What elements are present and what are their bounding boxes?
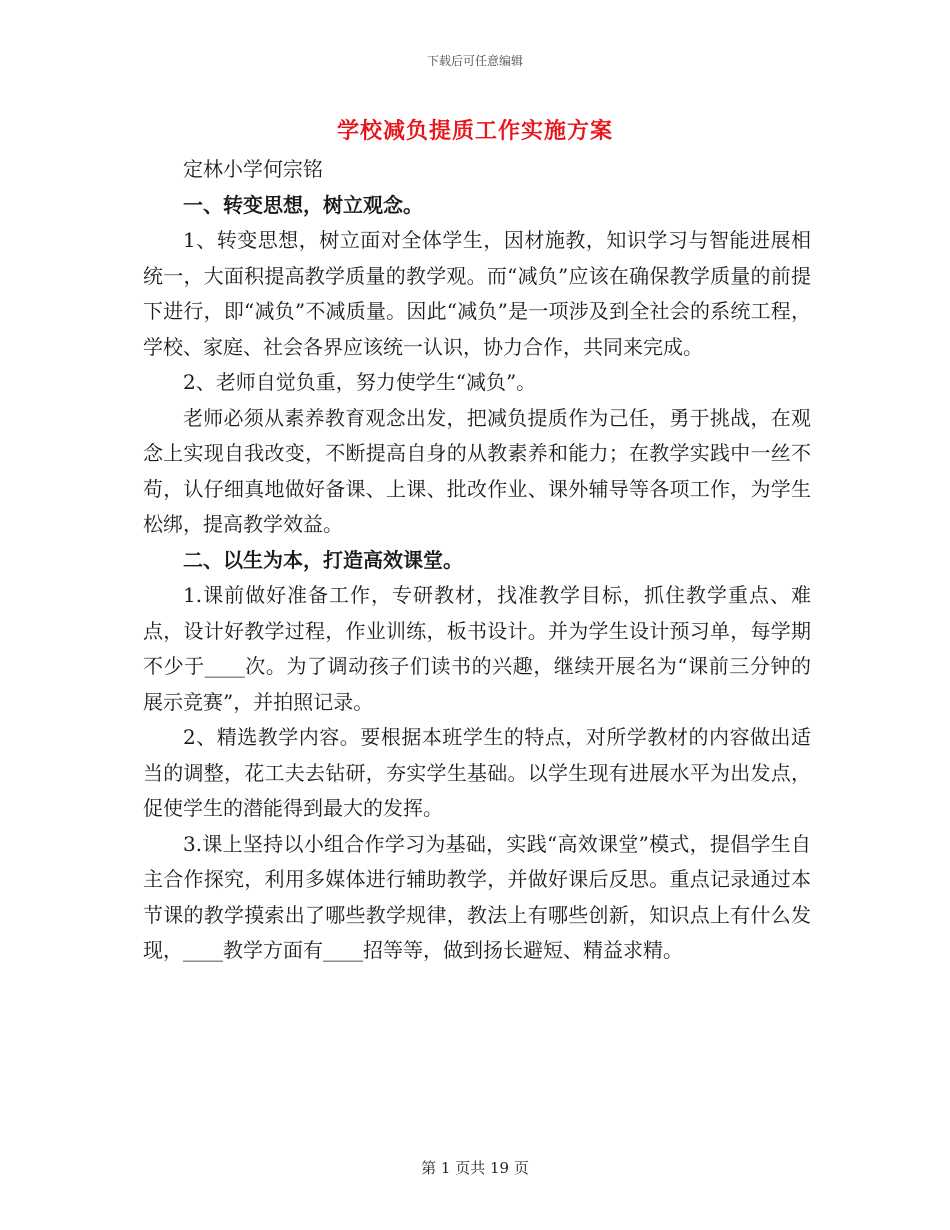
document-title: 学校减负提质工作实施方案 (336, 118, 613, 144)
author-line: 定林小学何宗铭 (183, 157, 323, 181)
section1-heading: 一、转变思想，树立观念。 (183, 192, 423, 217)
section2-paragraph-2: 2、精选教学内容。要根据本班学生的特点，对所学教材的内容做出适当的调整，花工夫去钻研，夯实学生基础。以学生现有进展水平为出发点，促使学生的潜能得到最大的发挥。 (143, 725, 811, 820)
header-note: 下载后可任意编辑 (426, 54, 523, 68)
section1-paragraph-3: 老师必须从素养教育观念出发，把减负提质作为己任，勇于挑战，在观念上实现自我改变，不断提高自身的从教素养和能力；在教学实践中一丝不苟，认仔细真地做好备课、上课、批改作业、课外辅导等各项工作，为学生松绑，提高教学效益。 (143, 405, 811, 536)
section2-paragraph-3: 3.课上坚持以小组合作学习为基础，实践“高效课堂”模式，提倡学生自主合作探究，利用多媒体进行辅助教学，并做好课后反思。重点记录通过本节课的教学摸索出了哪些教学规律，教法上有哪些创新，知识点上有什么发现，____教学方面有____招等等，做到扬长避短、精益求精。 (143, 831, 811, 962)
section2-paragraph-1: 1.课前做好准备工作，专研教材，找准教学目标，抓住教学重点、难点，设计好教学过程，作业训练，板书设计。并为学生设计预习单，每学期不少于____次。为了调动孩子们读书的兴趣，继续开展名为“课前三分钟的展示竞赛”，并拍照记录。 (143, 583, 811, 714)
section1-paragraph-2: 2、老师自觉负重，努力使学生“减负”。 (183, 370, 537, 394)
page-footer: 第 1 页共 19 页 (421, 1159, 529, 1177)
section1-paragraph-1: 1、转变思想，树立面对全体学生，因材施教，知识学习与智能进展相统一，大面积提高教学质量的教学观。而“减负”应该在确保教学质量的前提下进行，即“减负”不减质量。因此“减负”是一项涉及到全社会的系统工程，学校、家庭、社会各界应该统一认识，协力合作，共同来完成。 (143, 228, 811, 359)
section2-heading: 二、以生为本，打造高效课堂。 (183, 547, 463, 572)
document-body (143, 152, 811, 969)
